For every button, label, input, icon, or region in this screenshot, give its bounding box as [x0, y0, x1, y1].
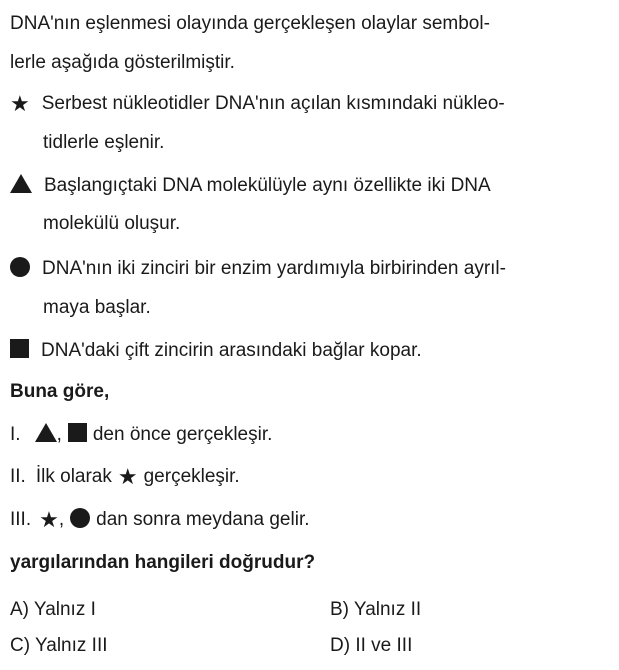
event-circle-text-1: DNA'nın iki zinciri bir enzim yardımıyla birbirinden ayrıl-: [42, 258, 506, 279]
event-star-text-2: tidlerle eşlenir.: [43, 132, 165, 153]
intro-line-1: DNA'nın eşlenmesi olayında gerçekleşen olaylar sembol-: [10, 13, 490, 34]
statement-3-separator: ,: [58, 509, 65, 530]
triangle-icon: [10, 174, 32, 193]
event-triangle-text-1: Başlangıçtaki DNA molekülüyle aynı özellikte iki DNA: [44, 175, 491, 196]
question-lead: Buna göre,: [10, 381, 110, 402]
option-c[interactable]: C) Yalnız III: [10, 635, 108, 656]
event-square: [10, 339, 422, 363]
circle-icon: [10, 257, 30, 277]
statement-1-text: den önce gerçekleşir.: [92, 424, 273, 445]
circle-icon: [70, 508, 90, 528]
star-icon: ★: [39, 506, 59, 532]
statement-3-number: III.: [10, 509, 32, 530]
option-b[interactable]: B) Yalnız II: [330, 599, 422, 620]
option-d[interactable]: D) II ve III: [330, 635, 413, 656]
statement-3: [10, 508, 310, 532]
statement-1: [10, 423, 272, 447]
event-triangle-text-2: molekülü oluşur.: [43, 213, 181, 234]
event-triangle: [10, 174, 491, 198]
statement-3-text: dan sonra meydana gelir.: [96, 509, 310, 530]
statement-2-number: II.: [10, 466, 26, 487]
question-text: yargılarından hangileri doğrudur?: [10, 552, 316, 573]
option-a[interactable]: A) Yalnız I: [10, 599, 96, 620]
event-star-text-1: Serbest nükleotidler DNA'nın açılan kısmındaki nükleo-: [41, 93, 505, 114]
star-icon: ★: [10, 90, 30, 116]
event-circle-text-2: maya başlar.: [43, 297, 151, 318]
triangle-icon: [35, 423, 57, 442]
event-circle: [10, 257, 506, 281]
statement-2-text: gerçekleşir.: [143, 466, 240, 487]
event-square-text-1: DNA'daki çift zincirin arasındaki bağlar kopar.: [41, 340, 422, 361]
intro-line-2: lerle aşağıda gösterilmiştir.: [10, 52, 235, 73]
statement-2-prefix: İlk olarak: [35, 466, 112, 487]
star-icon: ★: [117, 463, 138, 489]
square-icon: [68, 423, 87, 442]
statement-1-number: I.: [10, 424, 21, 445]
square-icon: [10, 339, 29, 358]
statement-2: [10, 465, 240, 489]
event-star: [10, 92, 505, 116]
statement-1-separator: ,: [56, 424, 62, 445]
